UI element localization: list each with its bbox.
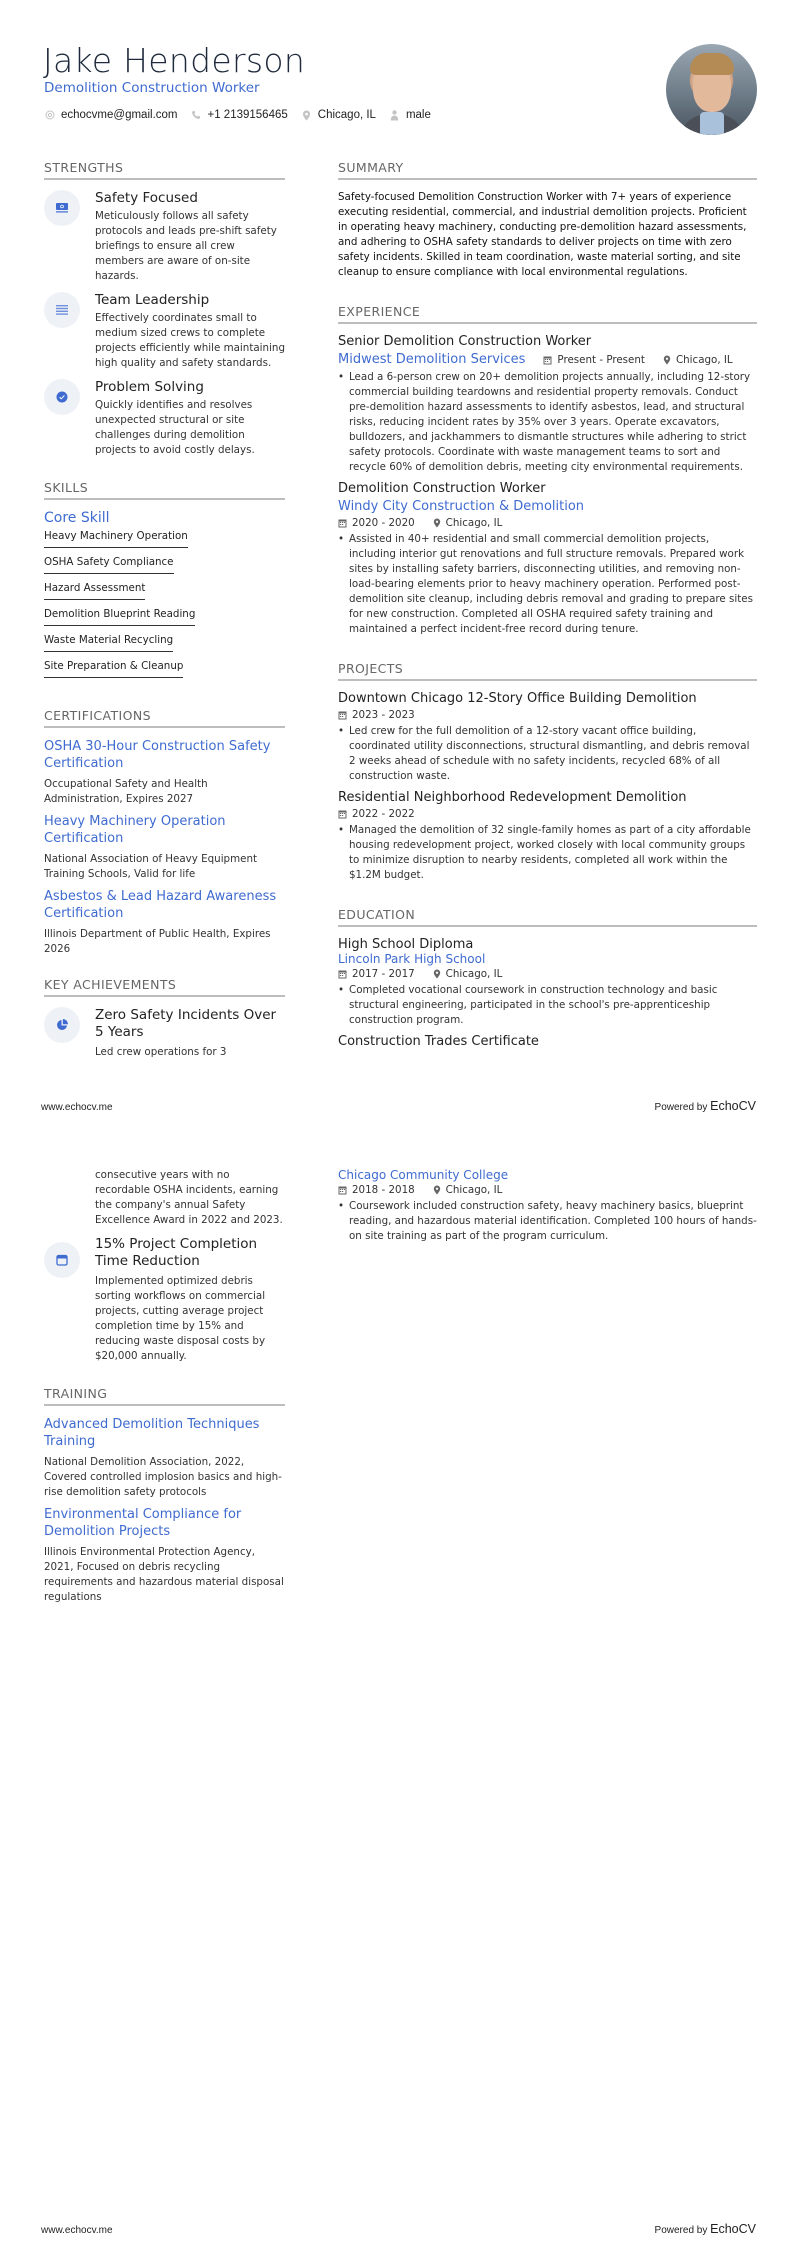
skills-heading: SKILLS (44, 480, 285, 500)
job-bullet: • Lead a 6-person crew on 20+ demolition projects annually, including 12-story commercial building teardowns and residential property removals. Conduct pre-demolition hazard assessments to identify asbestos, lead, and structural risks, reducing incident rates by 35% over 3 years. Operate excavators, bulldozers, and jackhammers to dismantle structures while adhering to strict safety protocols. Coordinate with waste management teams to sort and recycle 60% of demolition debris, meeting city environmental requirements. (338, 370, 757, 475)
certification-title: Asbestos & Lead Hazard Awareness Certification (44, 889, 277, 921)
skills-section (44, 480, 285, 686)
achievement-item (44, 1007, 285, 1060)
achievement-description: Implemented optimized debris sorting workflows on commercial projects, cutting average project completion time by 15% and reducing waste disposal costs by $20,000 annually. (95, 1275, 266, 1362)
left-column (44, 160, 285, 1068)
calendar-icon (338, 969, 347, 979)
phone-text: +1 2139156465 (207, 109, 288, 121)
strength-description: Effectively coordinates small to medium sized crews to complete projects efficiently while maintaining high quality and safety standards. (95, 312, 285, 369)
project-bullet: • Led crew for the full demolition of a 12-story vacant office building, coordinated utility disconnections, structural dismantling, and debris removal 2 weeks ahead of schedule with no safety incidents, recycled 68% of all construction waste. (338, 724, 757, 784)
project-entry (338, 691, 757, 784)
training-heading: TRAINING (44, 1386, 285, 1406)
training-title: Advanced Demolition Techniques Training (44, 1417, 260, 1449)
skill-item: Hazard Assessment (44, 582, 145, 600)
certification-issuer: Occupational Safety and Health Administration, Expires 2027 (44, 778, 208, 805)
projects-heading: PROJECTS (338, 661, 757, 681)
project-bullet: • Managed the demolition of 32 single-family homes as part of a city affordable housing redevelopment project, worked closely with local community groups to minimize disruption to nearby residents, completed all work within the $1.2M budget. (338, 823, 757, 883)
job-title: Senior Demolition Construction Worker (338, 334, 592, 349)
achievement-item (44, 1236, 285, 1364)
candidate-job-title: Demolition Construction Worker (44, 80, 260, 96)
project-title: Residential Neighborhood Redevelopment Demolition (338, 790, 687, 805)
strength-description: Quickly identifies and resolves unexpected structural or site challenges during demolition projects to avoid costly delays. (95, 399, 255, 456)
resume-page-2 (0, 1123, 794, 2246)
education-entry (338, 937, 757, 1028)
profile-photo (666, 44, 757, 135)
job-location: Chicago, IL (445, 517, 503, 529)
education-section (338, 907, 757, 1049)
degree-title: High School Diploma (338, 937, 474, 952)
strength-title: Problem Solving (95, 379, 204, 395)
strength-item (44, 292, 285, 371)
education-entry-continued (338, 1168, 757, 1244)
project-dates: 2023 - 2023 (352, 709, 415, 721)
achievement-description: Led crew operations for 3 (95, 1046, 227, 1058)
candidate-name: Jake Henderson (43, 41, 306, 80)
school-name: Chicago Community College (338, 1168, 509, 1182)
project-title: Downtown Chicago 12-Story Office Building Demolition (338, 691, 697, 706)
job-dates: Present - Present (557, 353, 645, 366)
skill-item: Site Preparation & Cleanup (44, 660, 183, 678)
certification-issuer: Illinois Department of Public Health, Expires 2026 (44, 928, 271, 955)
calendar-icon (543, 355, 552, 365)
contact-email[interactable] (44, 109, 178, 121)
calendar-icon (338, 518, 347, 528)
contact-gender (389, 109, 431, 121)
powered-by (655, 1099, 756, 1113)
left-column (44, 1168, 285, 1611)
skill-item: Waste Material Recycling (44, 634, 173, 652)
location-pin-icon (433, 518, 441, 528)
job-dates: 2020 - 2020 (352, 517, 415, 529)
education-dates: 2018 - 2018 (352, 1184, 415, 1196)
achievement-title: 15% Project Completion Time Reduction (95, 1236, 258, 1269)
strengths-heading: STRENGTHS (44, 160, 285, 180)
achievements-section (44, 977, 285, 1060)
strengths-section (44, 160, 285, 458)
gender-text: male (405, 109, 431, 121)
skill-item: Demolition Blueprint Reading (44, 608, 195, 626)
training-title: Environmental Compliance for Demolition Projects (44, 1507, 242, 1539)
education-bullet: • Coursework included construction safety, heavy machinery basics, blueprint reading, and hazardous material identification. Completed 100 hours of hands-on site training as part of the program curriculum. (338, 1199, 757, 1244)
skills-list (44, 530, 285, 686)
location-pin-icon (433, 969, 441, 979)
calendar-icon (338, 710, 347, 720)
calendar-icon (338, 1185, 347, 1195)
skill-group-title: Core Skill (44, 510, 110, 526)
skill-item: OSHA Safety Compliance (44, 556, 174, 574)
right-column (338, 160, 757, 1052)
experience-entry (338, 481, 757, 637)
page-footer (41, 1099, 756, 1113)
email-text: echocvme@gmail.com (61, 109, 178, 121)
education-location: Chicago, IL (445, 968, 503, 980)
achievement-item-continued (44, 1168, 285, 1228)
experience-heading: EXPERIENCE (338, 304, 757, 324)
website-link[interactable]: www.echocv.me (41, 1102, 113, 1113)
page-footer (41, 2222, 756, 2236)
training-description: Illinois Environmental Protection Agency, 2021, Focused on debris recycling requirements and hazardous material disposal regulations (44, 1546, 284, 1603)
powered-by-prefix: Powered by (654, 1102, 711, 1113)
degree-title: Construction Trades Certificate (338, 1034, 539, 1049)
location-pin-icon (301, 110, 312, 121)
strength-description: Meticulously follows all safety protocols and leads pre-shift safety briefings to ensure all crew members are aware of on-site hazards. (95, 210, 277, 282)
at-icon (44, 110, 55, 121)
certification-title: Heavy Machinery Operation Certification (44, 814, 226, 846)
school-name: Lincoln Park High School (338, 952, 486, 966)
phone-icon (191, 110, 202, 121)
achievements-heading: KEY ACHIEVEMENTS (44, 977, 285, 997)
powered-by-prefix: Powered by (654, 2225, 711, 2236)
calendar-icon (338, 809, 347, 819)
right-column (338, 1168, 757, 1244)
experience-section (338, 304, 757, 637)
strength-item (44, 190, 285, 284)
company-name: Midwest Demolition Services (338, 352, 526, 367)
brand-name: EchoCV (710, 1099, 756, 1113)
job-title: Demolition Construction Worker (338, 481, 546, 496)
certifications-section (44, 708, 285, 957)
contact-location (301, 109, 376, 121)
website-link[interactable]: www.echocv.me (41, 2225, 113, 2236)
location-pin-icon (663, 355, 671, 365)
pie-chart-icon (44, 1007, 80, 1043)
job-bullet: • Assisted in 40+ residential and small commercial demolition projects, including interior gut renovations and full structure removals. Prepared work sites by installing safety barriers, disconnecting utilities, and removing non-load-bearing elements prior to heavy machinery operation. Performed post-demolition site cleanup, including debris removal and grading to prepare sites for new construction. Completed all OSHA required safety training and maintained a perfect incident-free record during tenure. (338, 532, 757, 637)
education-bullet: • Completed vocational coursework in construction technology and basic structural engineering, participated in the school's pre-apprenticeship construction program. (338, 983, 757, 1028)
list-icon (44, 292, 80, 328)
brand-name: EchoCV (710, 2222, 756, 2236)
certifications-heading: CERTIFICATIONS (44, 708, 285, 728)
achievement-description: consecutive years with no recordable OSHA incidents, earning the company's annual Safety Excellence Award in 2022 and 2023. (95, 1169, 283, 1226)
job-location: Chicago, IL (675, 353, 733, 366)
summary-text: Safety-focused Demolition Construction Worker with 7+ years of experience executing residential, commercial, and industrial demolition projects. Proficient in operating heavy machinery, conducting pre-demolition hazard assessments, and adhering to OSHA safety standards to deliver projects on time with zero safety incidents. Skilled in team coordination, waste material sorting, and site cleanup to ensure compliance with local environmental regulations. (338, 191, 747, 278)
monitor-icon (44, 190, 80, 226)
training-description: National Demolition Association, 2022, Covered controlled implosion basics and high-rise demolition safety protocols (44, 1456, 282, 1498)
achievement-title: Zero Safety Incidents Over 5 Years (95, 1007, 277, 1040)
projects-section (338, 661, 757, 883)
contact-phone[interactable] (191, 109, 288, 121)
project-entry (338, 790, 757, 883)
contact-bar (44, 109, 444, 121)
education-entry (338, 1034, 757, 1049)
location-pin-icon (433, 1185, 441, 1195)
experience-entry (338, 334, 757, 475)
education-heading: EDUCATION (338, 907, 757, 927)
strength-title: Safety Focused (95, 190, 198, 206)
check-circle-icon (44, 379, 80, 415)
project-dates: 2022 - 2022 (352, 808, 415, 820)
person-icon (389, 110, 400, 121)
strength-title: Team Leadership (95, 292, 210, 308)
education-dates: 2017 - 2017 (352, 968, 415, 980)
company-name: Windy City Construction & Demolition (338, 499, 585, 514)
skill-item: Heavy Machinery Operation (44, 530, 188, 548)
location-text: Chicago, IL (317, 109, 376, 121)
powered-by (655, 2222, 756, 2236)
summary-heading: SUMMARY (338, 160, 757, 180)
certification-issuer: National Association of Heavy Equipment Training Schools, Valid for life (44, 853, 258, 880)
summary-section (338, 160, 757, 280)
education-location: Chicago, IL (445, 1184, 503, 1196)
certification-title: OSHA 30-Hour Construction Safety Certification (44, 739, 271, 771)
training-section (44, 1386, 285, 1605)
strength-item (44, 379, 285, 458)
calendar-icon (44, 1242, 80, 1278)
